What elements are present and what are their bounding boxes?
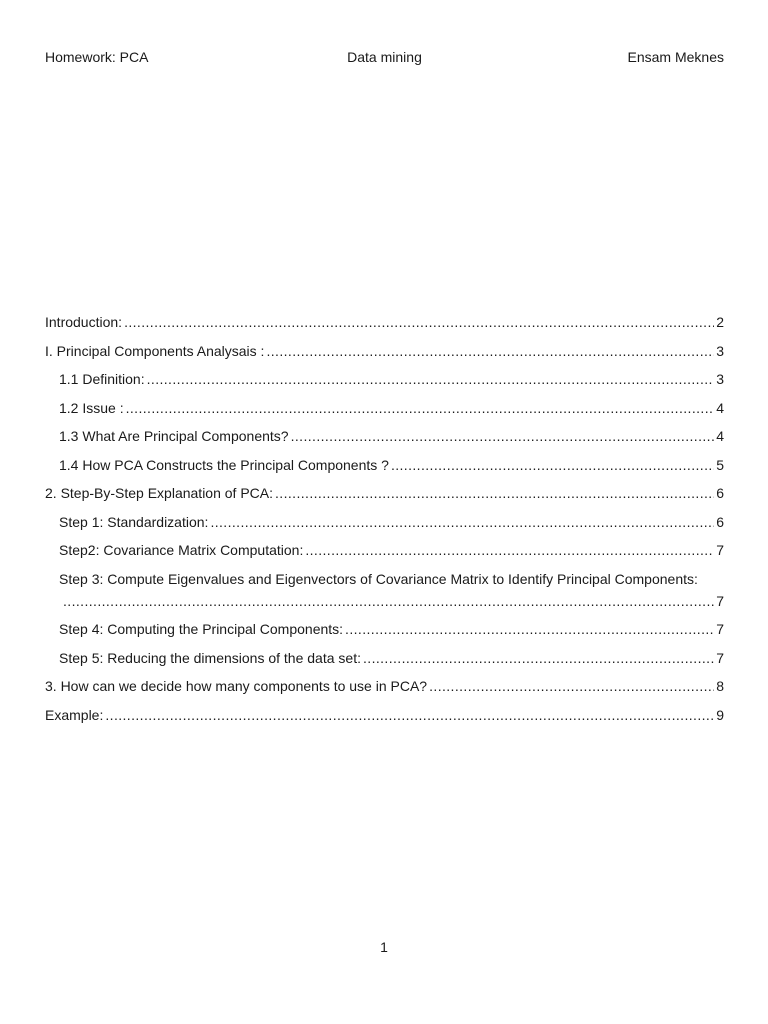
toc-entry-step1[interactable] <box>45 512 724 541</box>
toc-entry-issue[interactable] <box>45 398 724 427</box>
toc-entry-page: 7 <box>716 592 724 609</box>
toc-leader-dots <box>126 398 715 418</box>
table-of-contents <box>45 312 724 733</box>
toc-entry-page: 7 <box>716 542 724 558</box>
toc-entry-how-many-components[interactable] <box>45 676 724 705</box>
toc-entry-page: 6 <box>716 513 724 530</box>
toc-entry-step5[interactable] <box>45 648 724 677</box>
toc-entry-step4[interactable] <box>45 619 724 648</box>
toc-entry-page: 2 <box>716 314 724 330</box>
toc-entry-page: 9 <box>716 706 724 723</box>
toc-entry-page: 3 <box>716 342 724 359</box>
toc-entry-label: Step 5: Reducing the dimensions of the data set: <box>59 649 361 666</box>
toc-leader-dots <box>266 341 714 361</box>
toc-leader-dots <box>63 591 714 611</box>
toc-leader-dots <box>105 705 714 725</box>
toc-entry-label: 1.2 Issue : <box>59 399 124 416</box>
toc-entry-page: 6 <box>716 485 724 501</box>
toc-leader-dots <box>391 455 714 475</box>
toc-leader-dots <box>345 619 714 639</box>
toc-leader-dots <box>124 312 714 332</box>
toc-entry-step2[interactable] <box>45 540 724 569</box>
toc-entry-page: 3 <box>716 371 724 387</box>
toc-entry-label: 1.3 What Are Principal Components? <box>59 428 289 444</box>
toc-entry-label: Step 3: Compute Eigenvalues and Eigenvectors of Covariance Matrix to Identify Principal Components: <box>59 570 698 587</box>
toc-leader-dots <box>305 540 714 560</box>
toc-entry-definition[interactable] <box>45 369 724 398</box>
toc-entry-how-pca-constructs[interactable] <box>45 455 724 484</box>
toc-entry-label: Step2: Covariance Matrix Computation: <box>59 542 304 558</box>
toc-entry-page: 4 <box>716 399 724 416</box>
toc-entry-page: 4 <box>716 428 724 444</box>
toc-entry-label: 2. Step-By-Step Explanation of PCA: <box>45 485 274 501</box>
toc-leader-dots <box>147 369 715 389</box>
toc-leader-dots <box>210 512 714 532</box>
header-course: Data mining <box>347 49 422 65</box>
toc-entry-label: I. Principal Components Analysais : <box>45 342 265 359</box>
toc-entry-label: Example: <box>45 706 104 723</box>
toc-entry-pca[interactable] <box>45 341 724 370</box>
toc-entry-page: 7 <box>716 621 724 637</box>
toc-entry-label: 1.4 How PCA Constructs the Principal Components ? <box>59 456 389 473</box>
toc-entry-example[interactable] <box>45 705 724 734</box>
toc-entry-page: 5 <box>716 456 724 473</box>
toc-entry-label: Step 1: Standardization: <box>59 513 209 530</box>
toc-entry-step-by-step[interactable] <box>45 483 724 512</box>
toc-entry-introduction[interactable] <box>45 312 724 341</box>
toc-entry-page: 8 <box>716 678 724 694</box>
toc-entry-label: 3. How can we decide how many components to use in PCA? <box>45 678 428 694</box>
page-header <box>45 47 724 67</box>
toc-entry-label: Step 4: Computing the Principal Components: <box>59 621 344 637</box>
header-school: Ensam Meknes <box>627 49 724 65</box>
toc-entry-page: 7 <box>716 649 724 666</box>
toc-leader-dots <box>429 676 714 696</box>
toc-leader-dots <box>275 483 714 503</box>
toc-entry-label: 1.1 Definition: <box>59 371 145 387</box>
toc-leader-dots <box>363 648 714 668</box>
page-number: 1 <box>380 939 388 955</box>
toc-entry-what-are-pcs[interactable] <box>45 426 724 455</box>
toc-leader-dots <box>291 426 715 446</box>
header-left-title: Homework: PCA <box>45 49 149 65</box>
toc-entry-label: Introduction: <box>45 314 123 330</box>
toc-entry-step3[interactable] <box>45 569 724 620</box>
